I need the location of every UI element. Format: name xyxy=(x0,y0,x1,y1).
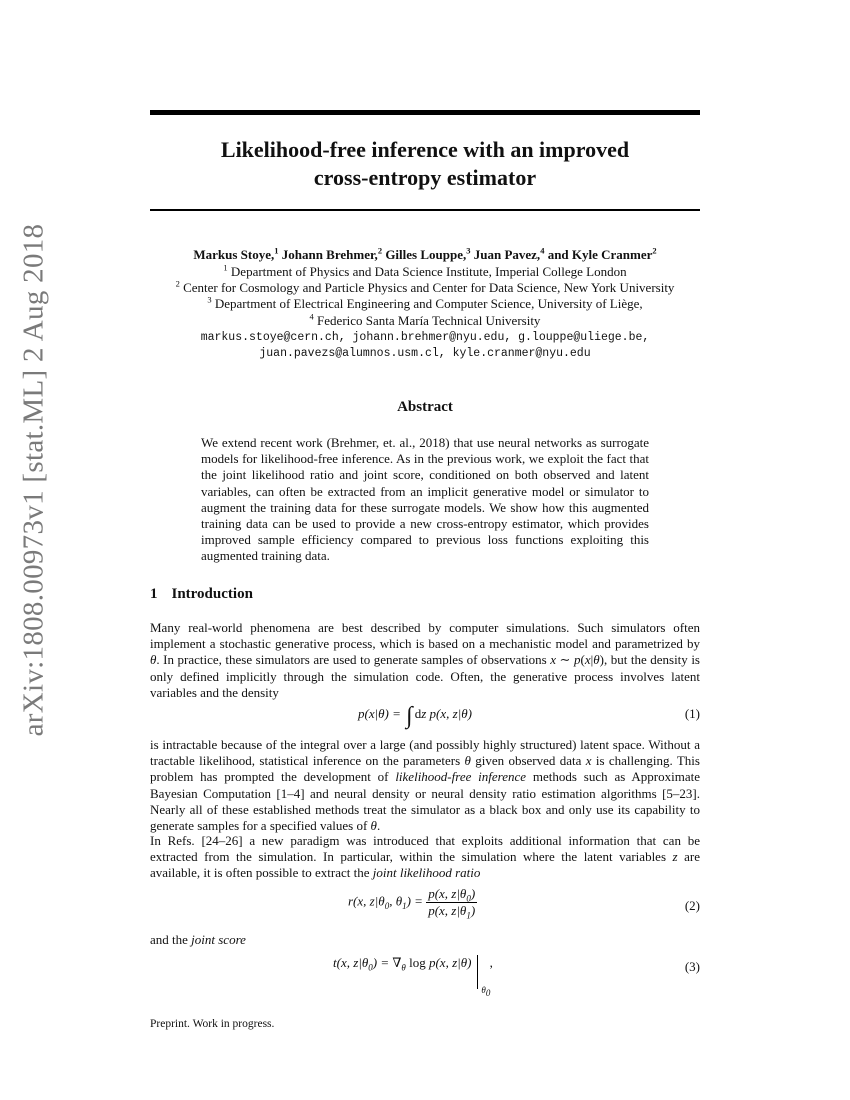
author-affil-mark: 4 xyxy=(540,245,545,256)
emphasis-term: likelihood-free inference xyxy=(395,769,527,785)
author-list xyxy=(120,246,730,263)
equation-3-body: t(x, $z|\theta_0) = \nabla_\theta$ log p(x, z|θ) $\theta_0$ , xyxy=(333,955,493,998)
affiliation-3 xyxy=(120,296,730,312)
affil-mark: 1 xyxy=(223,262,228,273)
abstract-heading: Abstract xyxy=(397,399,453,415)
text-run: are available, it is often possible to extract the xyxy=(150,849,701,881)
title-rule-top xyxy=(150,110,700,115)
affiliation-4 xyxy=(120,313,730,329)
affil-text: Center for Cosmology and Particle Physics and Center for Data Science, New York University xyxy=(183,280,675,295)
author-affil-mark: 1 xyxy=(274,245,279,256)
intro-paragraph-2: is intractable because of the integral over a large (and possibly highly structured) latent space. Without a tractable likelihood, statistical inference on the parameters θ given observed data x is challenging. This problem has prompted the development of likelihood-free inference methods such as Approximate Bayesian Computation [1–4] and neural density or neural density ratio estimation algorithms [5–23]. Nearly all of these established methods treat the simulator as a black box and only use its capability to generate samples for a specified values of θ. xyxy=(150,737,700,834)
text-run: is challenging. This problem has prompted the development of xyxy=(150,753,700,785)
author: Markus Stoye, xyxy=(193,247,275,262)
emphasis-term: joint score xyxy=(191,932,246,947)
equation-2-body: r(x, $z|\theta_0$, $\theta_1$) = $\frac{p(x, z|\theta_0)}{p(x, z|\theta_1)}$ xyxy=(348,886,476,921)
arxiv-identifier: arXiv:1808.00973v1 [stat.ML] 2 Aug 2018 xyxy=(17,223,50,737)
paper-title xyxy=(150,136,700,192)
equation-1 xyxy=(150,703,700,729)
author-emails-line-2: juan.pavezs@alumnos.usm.cl, kyle.cranmer@nyu.edu xyxy=(259,347,591,360)
text-run: . In practice, these simulators are used to generate samples of observations xyxy=(156,652,551,668)
affil-text: Department of Electrical Engineering and Computer Science, University of Liège, xyxy=(214,296,643,311)
text-run: methods such as Approximate Bayesian Computation [1–4] and neural density or neural density ratio estimation algorithms [5–23]. Nearly all of these established methods treat the simulator as a black box and only use its capability to generate samples for a specified values of xyxy=(150,769,700,834)
section-number: 1 xyxy=(150,586,158,602)
text-run: is intractable because of the integral over a large (and possibly highly structured) latent space. Without a tractable likelihood, statistical inference on the parameters xyxy=(150,737,700,769)
author-affil-mark: 2 xyxy=(652,245,657,256)
text-run: , but the density is only defined implicitly through the simulation code. Often, the generative process involves latent variables and the density xyxy=(150,652,700,700)
affiliation-2 xyxy=(120,280,730,296)
author-affil-mark: 2 xyxy=(377,245,383,256)
affil-mark: 3 xyxy=(207,294,212,305)
author: Gilles Louppe, xyxy=(385,247,467,262)
affiliation-1 xyxy=(120,264,730,280)
affil-mark: 2 xyxy=(175,278,180,289)
intro-paragraph-3: In Refs. [24–26] a new paradigm was introduced that exploits additional information that can be extracted from the simulation. In particular, within the simulation where the latent variables z are available, it is often possible to extract the joint likelihood ratio xyxy=(150,833,701,881)
emphasis-term: joint likelihood ratio xyxy=(372,865,481,881)
text-run: . xyxy=(376,818,381,834)
title-rule-bottom xyxy=(150,209,700,211)
text-run: Many real-world phenomena are best described by computer simulations. Such simulators often implement a stochastic generative process, which is based on a mechanistic model and parametrized by xyxy=(150,620,700,652)
author: Juan Pavez, xyxy=(473,247,541,262)
author-emails-line-1: markus.stoye@cern.ch, johann.brehmer@nyu.edu, g.louppe@uliege.be, xyxy=(200,331,650,344)
section-heading xyxy=(150,586,253,603)
title-line-1: Likelihood-free inference with an improved xyxy=(220,137,630,162)
author: Johann Brehmer, xyxy=(281,247,378,262)
title-line-2: cross-entropy estimator xyxy=(313,165,537,190)
equation-number: (1) xyxy=(684,706,700,721)
text-run: In Refs. [24–26] a new paradigm was introduced that exploits additional information that can be extracted from the simulation. In particular, within the simulation where the latent variables xyxy=(150,833,700,865)
affil-text: Federico Santa María Technical University xyxy=(317,313,541,328)
section-title: Introduction xyxy=(171,586,253,602)
abstract-text: We extend recent work (Brehmer, et. al., 2018) that use neural networks as surrogate models for likelihood-free inference. As in the previous work, we exploit the fact that the joint likelihood ratio and joint score, conditioned on both observed and latent variables, can often be extracted from an implicit generative model or simulator to augment the training data for these surrogate models. We show how this augmented training data can be used to provide a new cross-entropy estimator, which provides improved sample efficiency compared to previous loss functions exploiting this augmented training data. xyxy=(201,435,649,564)
equation-1-body: p(x|θ) = ∫ dz p(x, z|θ) xyxy=(358,703,473,729)
author: and Kyle Cranmer xyxy=(547,247,653,262)
text-run: given observed data xyxy=(470,753,586,769)
intro-paragraph-1: Many real-world phenomena are best described by computer simulations. Such simulators often implement a stochastic generative process, which is based on a mechanistic model and parametrized by θ. In practice, these simulators are used to generate samples of observations x ∼ p(x|θ), but the density is only defined implicitly through the simulation code. Often, the generative process involves latent variables and the density xyxy=(150,620,700,700)
author-affil-mark: 3 xyxy=(466,245,471,256)
equation-2 xyxy=(150,886,700,924)
equation-3 xyxy=(150,955,700,998)
affil-text: Department of Physics and Data Science Institute, Imperial College London xyxy=(230,264,627,279)
equation-number: (3) xyxy=(684,959,700,974)
affil-mark: 4 xyxy=(309,311,314,322)
footer-note: Preprint. Work in progress. xyxy=(150,1018,275,1030)
text-run: and the xyxy=(150,932,192,947)
equation-number: (2) xyxy=(684,898,700,913)
intro-paragraph-4 xyxy=(150,932,700,948)
